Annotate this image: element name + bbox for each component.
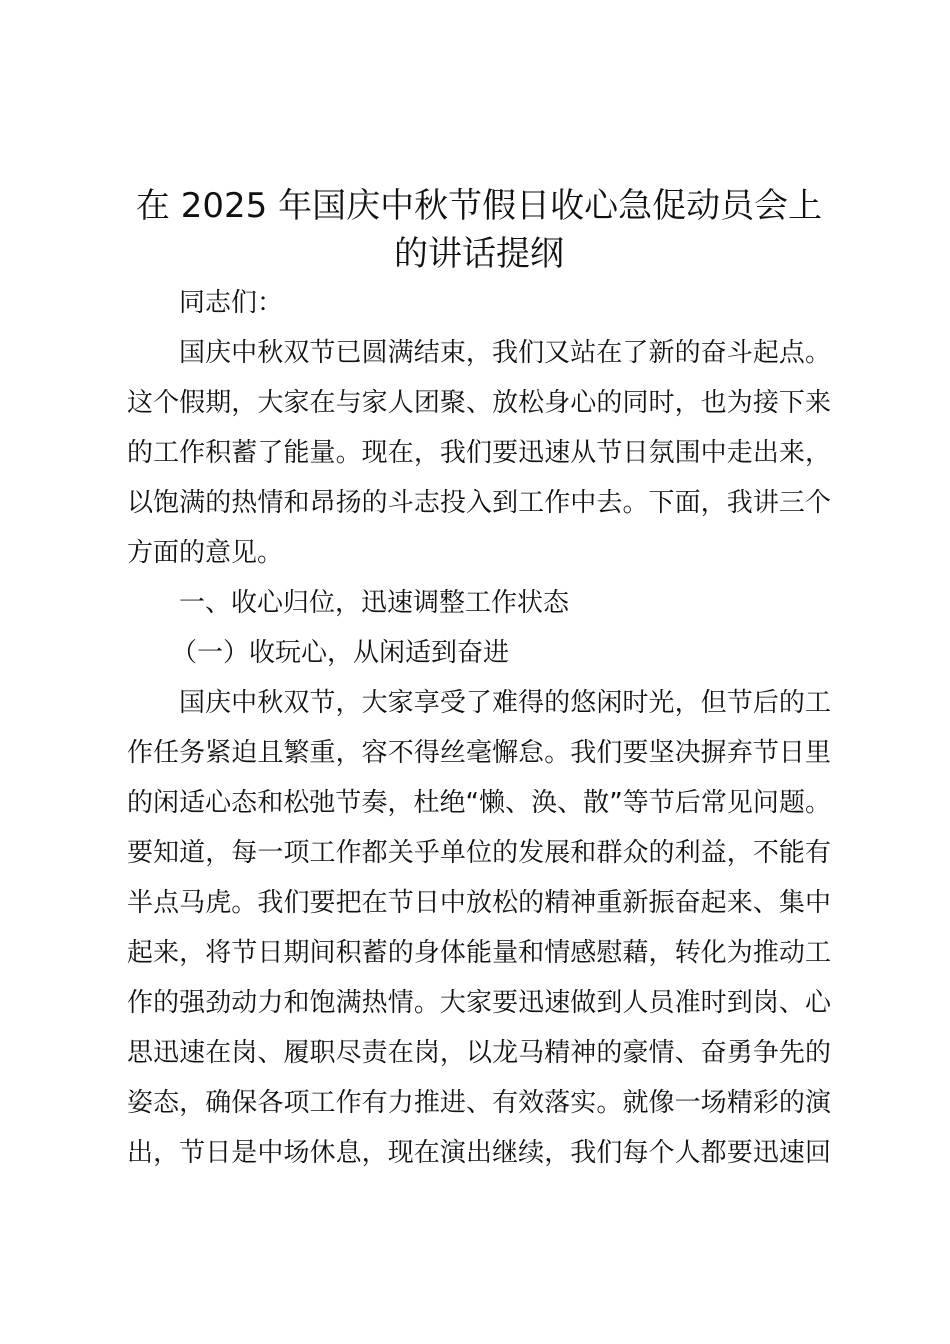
- paragraph-line: 方面的意见。: [127, 538, 284, 568]
- paragraph-line: 姿态，确保各项工作有力推进、有效落实。就像一场精彩的演: [127, 1088, 831, 1118]
- document-title-line-2: 的讲话提纲: [394, 234, 564, 274]
- subsection-heading: （一）收玩心，从闲适到奋进: [171, 638, 510, 668]
- paragraph-line: 思迅速在岗、履职尽责在岗，以龙马精神的豪情、奋勇争先的: [127, 1038, 831, 1068]
- paragraph-line: 这个假期，大家在与家人团聚、放松身心的同时，也为接下来: [127, 388, 831, 418]
- paragraph-line: 以饱满的热情和昂扬的斗志投入到工作中去。下面，我讲三个: [127, 488, 831, 518]
- paragraph-line: 出，节日是中场休息，现在演出继续，我们每个人都要迅速回: [127, 1138, 831, 1168]
- paragraph-line: 国庆中秋双节已圆满结束，我们又站在了新的奋斗起点。: [179, 338, 831, 368]
- section-heading: 一、收心归位，迅速调整工作状态: [179, 588, 570, 618]
- paragraph-line: 作的强劲动力和饱满热情。大家要迅速做到人员准时到岗、心: [127, 988, 831, 1018]
- paragraph-line: 作任务紧迫且繁重，容不得丝毫懈怠。我们要坚决摒弃节日里: [127, 738, 831, 768]
- paragraph-line: 的工作积蓄了能量。现在，我们要迅速从节日氛围中走出来，: [127, 438, 831, 468]
- intro-paragraph: [127, 328, 831, 578]
- paragraph-line: 半点马虎。我们要把在节日中放松的精神重新振奋起来、集中: [127, 888, 831, 918]
- paragraph-line: 起来，将节日期间积蓄的身体能量和情感慰藉，转化为推动工: [127, 938, 831, 968]
- document-page: [127, 182, 831, 1178]
- paragraph-line: 的闲适心态和松弛节奏，杜绝“懒、涣、散”等节后常见问题。: [127, 788, 831, 818]
- paragraph-line: 要知道，每一项工作都关乎单位的发展和群众的利益，不能有: [127, 838, 831, 868]
- salutation: 同志们：: [179, 288, 284, 318]
- document-title-line-1: 在 2025 年国庆中秋节假日收心急促动员会上: [135, 186, 823, 226]
- body-paragraph: [127, 678, 831, 1178]
- paragraph-line: 国庆中秋双节，大家享受了难得的悠闲时光，但节后的工: [179, 688, 831, 718]
